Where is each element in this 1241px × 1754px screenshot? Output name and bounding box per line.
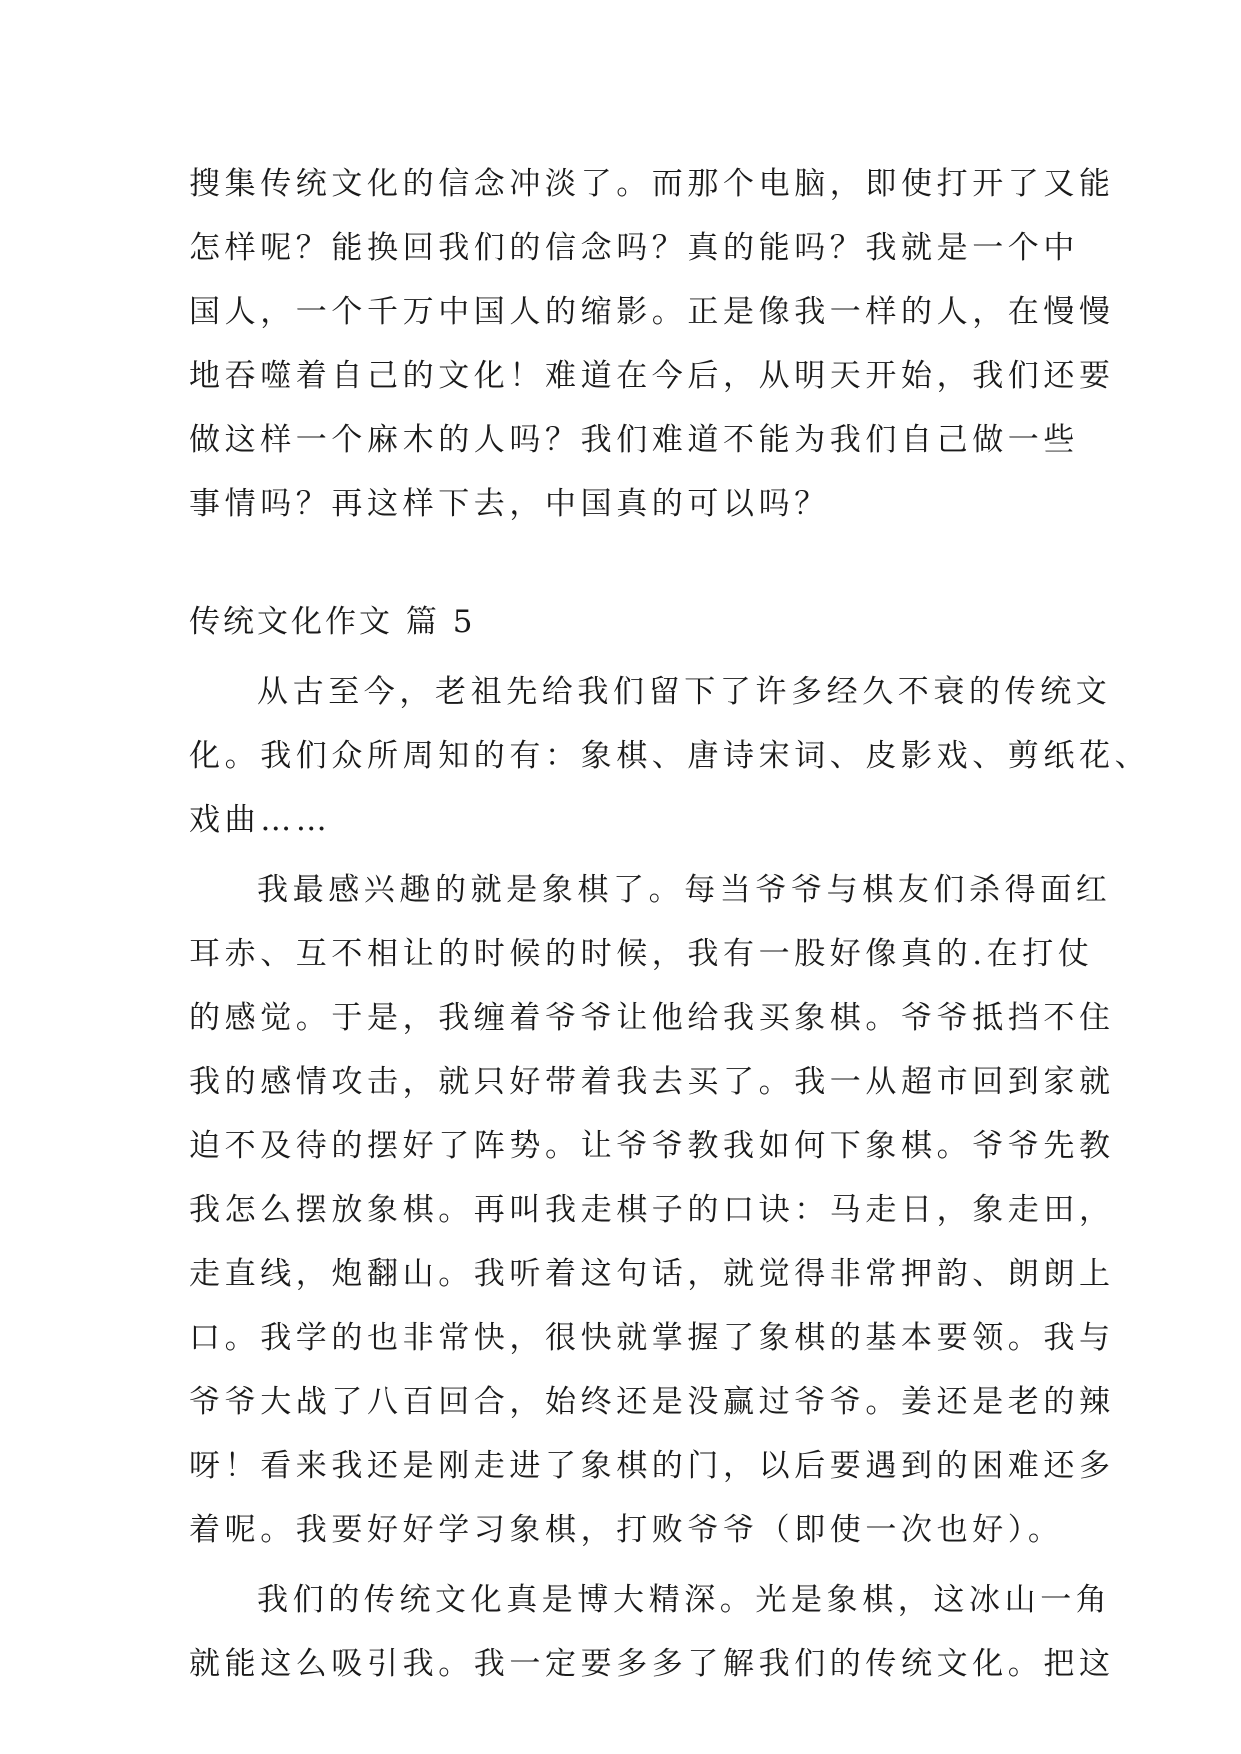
- text-line: 耳赤、互不相让的时候的时候，我有一股好像真的.在打仗: [189, 936, 1094, 972]
- paragraph-conclusion: [189, 1568, 1115, 1696]
- text-line: 走直线，炮翻山。我听着这句话，就觉得非常押韵、朗朗上: [189, 1256, 1115, 1292]
- text-line: 着呢。我要好好学习象棋，打败爷爷（即使一次也好）。: [189, 1512, 1064, 1548]
- text-line: 口。我学的也非常快，很快就掌握了象棋的基本要领。我与: [189, 1320, 1115, 1356]
- paragraph-intro: [189, 660, 1151, 852]
- text-line: 化。我们众所周知的有：象棋、唐诗宋词、皮影戏、剪纸花、: [189, 738, 1151, 774]
- text-line: 国人，一个千万中国人的缩影。正是像我一样的人，在慢慢: [189, 294, 1115, 330]
- text-line: 从古至今，老祖先给我们留下了许多经久不衰的传统文: [257, 674, 1112, 710]
- continuation-paragraph: [189, 152, 1115, 536]
- text-line: 我们的传统文化真是博大精深。光是象棋，这冰山一角: [257, 1582, 1112, 1618]
- text-line: 戏曲……: [189, 802, 332, 838]
- text-line: 事情吗？再这样下去，中国真的可以吗？: [189, 486, 830, 522]
- text-line: 做这样一个麻木的人吗？我们难道不能为我们自己做一些: [189, 422, 1079, 458]
- text-line: 地吞噬着自己的文化！难道在今后，从明天开始，我们还要: [189, 358, 1115, 394]
- text-line: 怎样呢？能换回我们的信念吗？真的能吗？我就是一个中: [189, 230, 1079, 266]
- text-line: 的感觉。于是，我缠着爷爷让他给我买象棋。爷爷抵挡不住: [189, 1000, 1115, 1036]
- document-body: [189, 152, 1151, 1696]
- text-line: 迫不及待的摆好了阵势。让爷爷教我如何下象棋。爷爷先教: [189, 1128, 1115, 1164]
- text-line: 搜集传统文化的信念冲淡了。而那个电脑，即使打开了又能: [189, 166, 1115, 202]
- text-line: 我怎么摆放象棋。再叫我走棋子的口诀：马走日，象走田，: [189, 1192, 1115, 1228]
- paragraph-chess: [189, 858, 1115, 1562]
- text-line: 爷爷大战了八百回合，始终还是没赢过爷爷。姜还是老的辣: [189, 1384, 1115, 1420]
- section-title: 传统文化作文 篇 5: [189, 604, 476, 640]
- text-line: 呀！看来我还是刚走进了象棋的门，以后要遇到的困难还多: [189, 1448, 1115, 1484]
- text-line: 我最感兴趣的就是象棋了。每当爷爷与棋友们杀得面红: [257, 872, 1112, 908]
- text-line: 我的感情攻击，就只好带着我去买了。我一从超市回到家就: [189, 1064, 1115, 1100]
- text-line: 就能这么吸引我。我一定要多多了解我们的传统文化。把这: [189, 1646, 1115, 1682]
